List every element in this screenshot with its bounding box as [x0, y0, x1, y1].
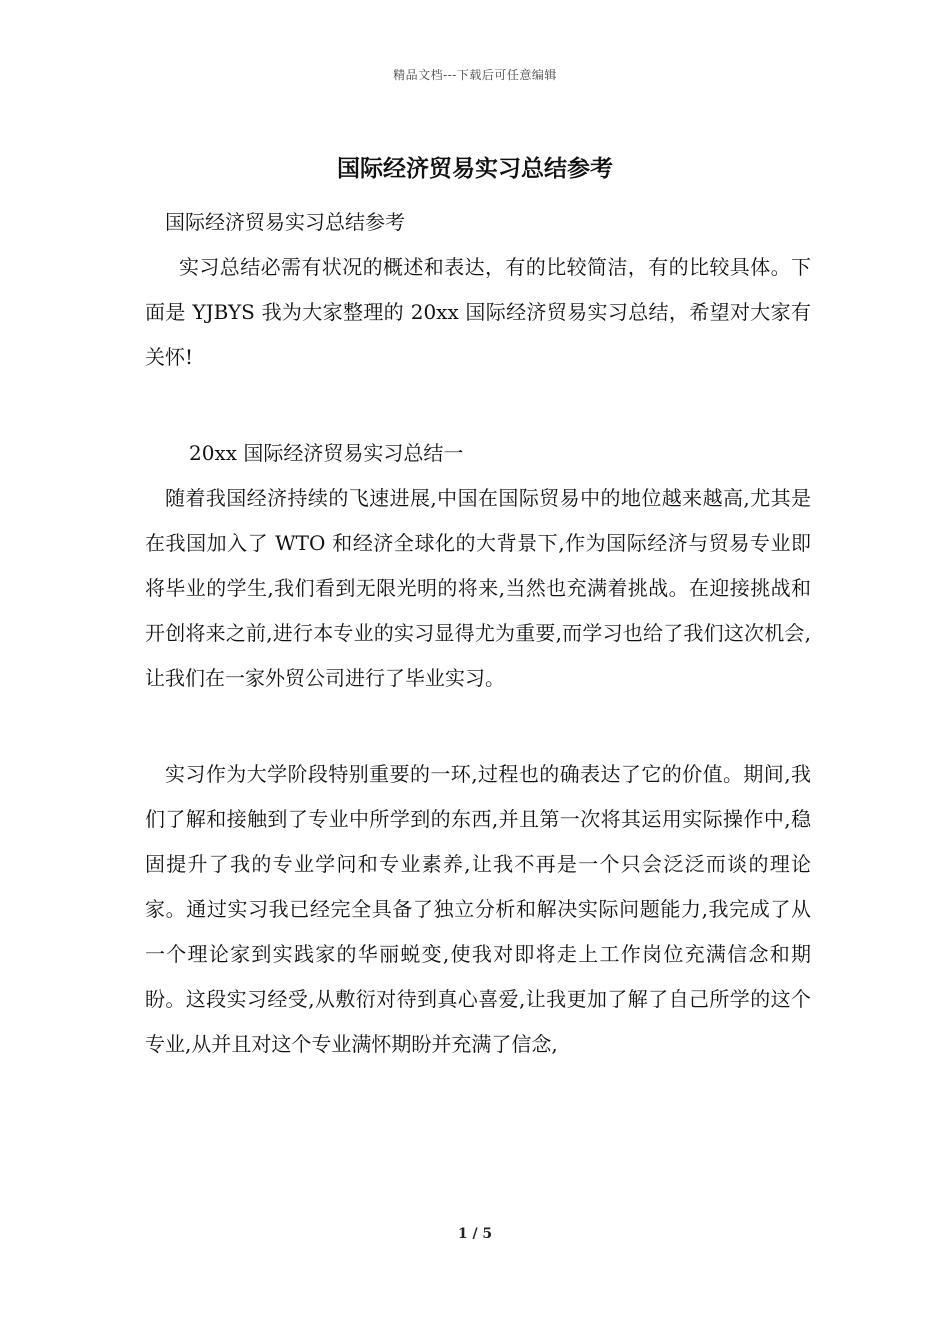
section-heading: 20xx 国际经济贸易实习总结一	[189, 441, 464, 465]
body-paragraph-2: 实习作为大学阶段特别重要的一环,过程也的确表达了它的价值。期间,我们了解和接触到了专业中所学到的东西,并且第一次将其运用实际操作中,稳固提升了我的专业学问和专业素养,让我不再是一个只会泛泛而谈的理论家。通过实习我已经完全具备了独立分析和解决实际问题能力,我完成了从一个理论家到实践家的华丽蜕变,使我对即将走上工作岗位充满信念和期盼。这段实习经受,从敷衍对待到真心喜爱,让我更加了解了自己所学的这个专业,从并且对这个专业满怀期盼并充满了信念,	[145, 762, 811, 1056]
document-title: 国际经济贸易实习总结参考	[337, 155, 613, 182]
intro-paragraph: 实习总结必需有状况的概述和表达，有的比较简洁，有的比较具体。下面是 YJBYS 我为大家整理的 20xx 国际经济贸易实习总结，希望对大家有关怀!	[145, 255, 811, 369]
document-subtitle: 国际经济贸易实习总结参考	[165, 210, 405, 234]
body-paragraph-1: 随着我国经济持续的飞速进展,中国在国际贸易中的地位越来越高,尤其是在我国加入了 WTO 和经济全球化的大背景下,作为国际经济与贸易专业即将毕业的学生,我们看到无限光明的将来,当然也充满着挑战。在迎接挑战和开创将来之前,进行本专业的实习显得尤为重要,而学习也给了我们这次机会,让我们在一家外贸公司进行了毕业实习。	[145, 486, 811, 690]
document-body	[145, 200, 811, 1067]
page-indicator: 1 / 5	[457, 1226, 493, 1242]
header-note: 精品文档---下载后可任意编辑	[393, 68, 557, 82]
